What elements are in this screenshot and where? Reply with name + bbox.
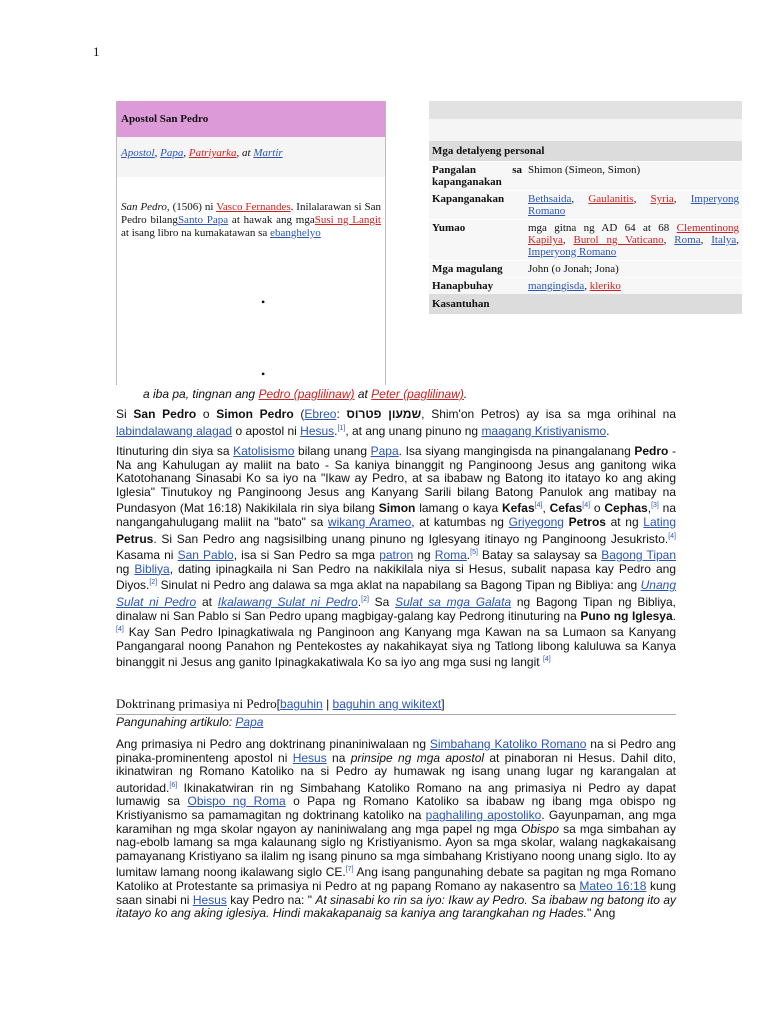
link-ebreo[interactable]: Ebreo (304, 407, 337, 421)
caption-link-ebanghelyo[interactable]: ebanghelyo (270, 227, 321, 239)
main-article-note (116, 715, 263, 729)
death-link[interactable]: Imperyong Romano (528, 246, 617, 258)
link-paghaliling-apostoliko[interactable]: paghaliling apostoliko (425, 807, 542, 822)
detail-key: Kapanganakan (429, 191, 525, 220)
sep: , (736, 234, 740, 246)
details-top-bar (429, 101, 742, 119)
death-link[interactable]: Clementinong Kapilya (528, 222, 739, 246)
details-section-title: Mga detalyeng personal (429, 141, 742, 161)
note-text: Pangunahing artikulo: (116, 715, 236, 729)
note-text: a iba pa, tingnan ang (143, 387, 259, 401)
detail-value: John (o Jonah; Jona) (525, 261, 742, 278)
detail-key: Yumao (429, 220, 525, 261)
occupation-link[interactable]: mangingisda (528, 280, 585, 292)
link-obispo-roma[interactable]: Obispo ng Roma (187, 794, 286, 809)
link-hesus[interactable]: Hesus (300, 423, 335, 438)
intro-paragraph: Si San Pedro o Simon Pedro (Ebreo: שמעון פטרוס, Shim'on Petros) ay isa sa mga orihinal na labindalawang alagad o apostol ni Hesus.[1], at ang unang pinuno ng maagang Kristiyanismo. (116, 407, 677, 438)
death-link[interactable]: Roma (674, 234, 701, 246)
sep: , (663, 234, 675, 246)
personal-details-box (429, 101, 742, 314)
link-hesus-3[interactable]: Hesus (192, 892, 227, 907)
caption-year: , (1506) ni (166, 201, 217, 213)
infobox-roles: Apostol, Papa, Patriyarka, at Martir (117, 137, 385, 177)
sep: , (571, 193, 589, 205)
birthplace-link[interactable]: Imperyong Romano (528, 193, 740, 217)
table-row (429, 220, 742, 261)
detail-value: Shimon (Simeon, Simon) (525, 162, 742, 191)
edit-link[interactable]: baguhin (280, 697, 323, 711)
role-link-papa[interactable]: Papa (160, 147, 184, 159)
page-number: 1 (93, 44, 100, 59)
link-wikang-arameo[interactable]: wikang Arameo (327, 514, 412, 529)
section-title: Doktrinang primasiya ni Pedro (116, 696, 277, 711)
link-roma[interactable]: Roma (434, 548, 467, 563)
caption-text: at hawak ang mga (228, 214, 315, 226)
link-labindalawang-alagad[interactable]: labindalawang alagad (116, 423, 233, 438)
caption-link-santo-papa[interactable]: Santo Papa (177, 214, 229, 226)
caption-name: San Pedro (121, 201, 167, 213)
table-row (429, 261, 742, 278)
link-papa[interactable]: Papa (370, 444, 399, 458)
sep: , (584, 280, 590, 292)
occupation-link[interactable]: kleriko (589, 280, 621, 292)
link-hesus-2[interactable]: Hesus (292, 750, 327, 765)
role-link-martir[interactable]: Martir (253, 147, 283, 159)
infobox-caption (117, 177, 385, 255)
caption-text: at isang libro na kumakatawan sa (121, 227, 271, 239)
disambig-link-peter[interactable]: Peter (paglilinaw) (371, 387, 464, 401)
detail-key: Hanapbuhay (429, 278, 525, 295)
sep: , (700, 234, 712, 246)
link-sulat-galata[interactable]: Sulat sa mga Galata (395, 594, 512, 609)
infobox-title: Apostol San Pedro (117, 101, 385, 137)
bullet: • (261, 295, 266, 309)
disambig-link-pedro[interactable]: Pedro (paglilinaw) (258, 387, 355, 401)
link-san-pablo[interactable]: San Pablo (177, 548, 234, 563)
table-row (429, 191, 742, 220)
caption-link-susi[interactable]: Susi ng Langit (314, 214, 381, 226)
caption-artist-link[interactable]: Vasco Fernandes (216, 201, 291, 213)
detail-value (525, 191, 742, 220)
details-blank-row (429, 119, 742, 141)
main-article-link[interactable]: Papa (235, 715, 264, 729)
bullet: • (261, 367, 266, 381)
edit-source-link[interactable]: baguhin ang wikitext (332, 697, 442, 711)
link-mateo[interactable]: Mateo 16:18 (579, 878, 647, 893)
detail-value (525, 220, 742, 261)
role-link-apostol[interactable]: Apostol (121, 147, 155, 159)
link-simbahang-katoliko[interactable]: Simbahang Katoliko Romano (429, 737, 587, 751)
birthplace-link[interactable]: Bethsaida (528, 193, 572, 205)
note-text: at (354, 387, 372, 401)
body-paragraph: Itinuturing din siya sa Katolisismo bilang unang Papa. Isa siyang mangingisda na pinangalanang Pedro - Na ang Kahulugan ay maliit na bato - Sa kaniya binanggit ng Panginoong Jesus ang ganitong wika Katotohanang Sinasabi Ko sa iyo na "Ikaw ay Pedro, at sa ibabaw ng Batong ito itatayo ko ang aking Iglesia" Tinutukoy ng Panginoong Jesus ang Kanyang Sarili bilang Batong Panulok ang matibay na Pundasyon (Mat 16:18) Nakikilala rin siya bilang Simon lamang o kaya Kefas[4], Cefas[4] o Cephas,[3] na nangangahulugang maliit na "bato" sa wikang Arameo, at katumbas ng Griyegong Petros at ng Lating Petrus. Si San Pedro ang nagsisilbing unang pinuno ng Iglesyang itinayo ng Panginoong Jesukristo.[4] Kasama ni San Pablo, isa si San Pedro sa mga patron ng Roma.[5] Batay sa salaysay sa Bagong Tipan ng Bibliya, dating ipinagkaila ni San Pedro na nakikilala niya si Hesus, subalit napasa kay Pedro ang Diyos.[2] Sinulat ni Pedro ang dalawa sa mga aklat na napabilang sa Bagong Tipan ng Bibliya: ang Unang Sulat ni Pedro at Ikalawang Sulat ni Pedro.[2] Sa Sulat sa mga Galata ng Bagong Tipan ng Bibliya, dinalaw ni San Pablo si San Pedro upang magbigay-galang kay Pedrong itinuturing na Puno ng Iglesya.[4] Kay San Pedro Ipinagkatiwala ng Panginoon ang Kanyang mga Kawan na sa Lumaon sa Kanyang Pangangaral noong Panahon ng Pentekostes ay nakahikayat siya ng Tatlong libong kaluluwa sa Kanya binanggit ni Jesus ang ganito Ipinagkakatiwala Ko sa iyo ang mga susi ng langit [4] (116, 444, 677, 670)
sep: , (562, 234, 574, 246)
table-row (429, 162, 742, 191)
link-bagong-tipan[interactable]: Bagong Tipan (601, 548, 677, 563)
details-table (429, 161, 742, 294)
sep: , (673, 193, 691, 205)
link-katolisismo[interactable]: Katolisismo (233, 444, 295, 458)
disambiguation-note (143, 387, 467, 401)
link-lating[interactable]: Lating (643, 514, 676, 529)
death-text: mga gitna ng AD 64 at 68 (528, 222, 677, 234)
link-bibliya[interactable]: Bibliya (134, 561, 170, 576)
sep: , (633, 193, 651, 205)
death-link[interactable]: Italya (711, 234, 737, 246)
birthplace-link[interactable]: Syria (650, 193, 674, 205)
note-text: . (463, 387, 468, 401)
section-heading: Doktrinang primasiya ni Pedro[baguhin | baguhin ang wikitext] (116, 696, 676, 715)
link-patron[interactable]: patron (379, 548, 414, 563)
detail-value (525, 278, 742, 295)
caption-text: . Inilalarawan si San Pedro bilang (121, 201, 381, 226)
detail-key: Pangalan sa kapanganakan (429, 162, 525, 191)
detail-key: Mga magulang (429, 261, 525, 278)
role-link-patriyarka[interactable]: Patriyarka (188, 147, 237, 159)
birthplace-link[interactable]: Gaulanitis (588, 193, 634, 205)
infobox-image-panel (116, 101, 386, 385)
primacy-paragraph: Ang primasiya ni Pedro ang doktrinang pinaniniwalaan ng Simbahang Katoliko Romano na si Pedro ang pinaka-prominenteng apostol ni Hesus na prinsipe ng mga apostol at pinaboran ni Hesus. Dahil dito, ikinatwiran ng Romano Katoliko na si Pedro ay humawak ng isang unang lugar ng karangalan at autoridad.[6] Ikinakatwiran rin ng Simbahang Katoliko Romano na ang primasiya ni Pedro ay dapat lumawig sa Obispo ng Roma o Papa ng Romano Katoliko sa ibabaw ng ibang mga obispo ng Kristiyanismo sa pamamagitan ng doktrinang katoliko na paghaliling apostoliko. Gayunpaman, ang mga karamihan ng mga skolar ngayon ay naniniwalang ang mga papel ng mga Obispo sa mga simbahan ay nag-ebolb lamang sa mga kalaunang siglo ng Kristiyanismo. Ayon sa mga skolar, walang nagkakaisang pamayanang Kristiyano sa ilalim ng isang pinuno sa mga simbahang Kristiyano noong unang siglo. Ito ay lumitaw lamang noong ikalawang siglo CE.[7] Ang isang pangunahing debate sa pagitan ng mga Romano Katoliko at Protestante sa primasiya ni Pedro at ng papang Romano ay nakasentro sa Mateo 16:18 kung saan sinabi ni Hesus kay Pedro na: " At sinasabi ko rin sa iyo: Ikaw ay Pedro. Sa ibabaw ng batong ito ay itatayo ko ang aking iglesiya. Hindi makakapanaig sa kaniya ang tarangkahan ng Hades." Ang (116, 737, 677, 921)
details-footer: Kasantuhan (429, 294, 742, 314)
link-maagang-kristiyanismo[interactable]: maagang Kristiyanismo (481, 423, 607, 438)
death-link[interactable]: Burol ng Vaticano (573, 234, 664, 246)
link-griyegong[interactable]: Griyegong (508, 514, 564, 529)
link-unang-sulat[interactable]: Unang Sulat ni Pedro (116, 578, 676, 609)
table-row (429, 278, 742, 295)
link-ikalawang-sulat[interactable]: Ikalawang Sulat ni Pedro (217, 594, 358, 609)
